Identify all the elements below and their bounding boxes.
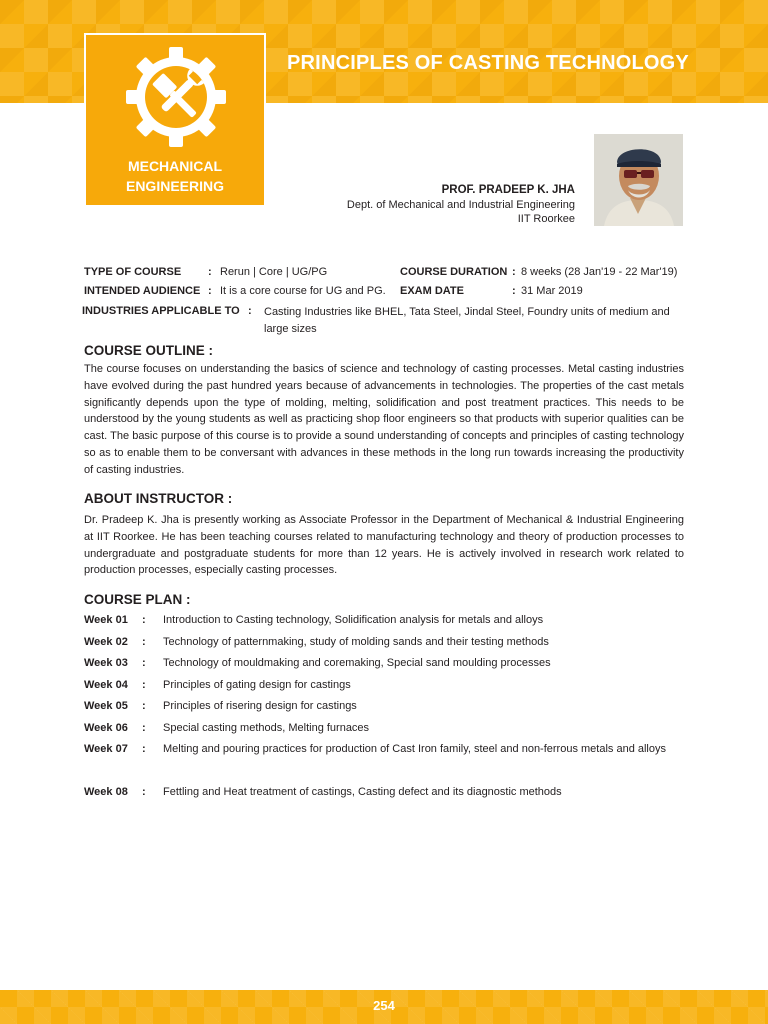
exam-date-value: 31 Mar 2019: [521, 285, 583, 297]
department-line-2: ENGINEERING: [125, 178, 224, 194]
intended-audience-row: INTENDED AUDIENCE : It is a core course for UG and PG.: [84, 285, 386, 297]
week-label: Week 03: [84, 657, 128, 669]
course-type-label: TYPE OF COURSE: [84, 266, 182, 278]
industries-value: Casting Industries like BHEL, Tata Steel, Jindal Steel, Foundry units of medium and large sizes: [264, 306, 670, 335]
course-type-row: TYPE OF COURSE : Rerun | Core | UG/PG: [84, 266, 328, 278]
department-badge: [84, 33, 266, 207]
week-label: Week 07: [84, 743, 128, 755]
week-label: Week 02: [84, 636, 128, 648]
week-label: Week 05: [84, 700, 128, 712]
week-topic: Technology of patternmaking, study of molding sands and their testing methods: [163, 636, 549, 648]
week-topic: Fettling and Heat treatment of castings, Casting defect and its diagnostic methods: [163, 786, 562, 798]
instructor-department: Dept. of Mechanical and Industrial Engineering: [346, 199, 575, 211]
week-topic: Principles of gating design for castings: [163, 679, 351, 691]
week-label: Week 08: [84, 786, 128, 798]
industries-row: INDUSTRIES APPLICABLE TO : Casting Industries like BHEL, Tata Steel, Jindal Steel, Foundry units of medium and large sizes: [82, 304, 686, 338]
course-title: PRINCIPLES OF CASTING TECHNOLOGY: [287, 52, 689, 74]
course-duration-row: COURSE DURATION : 8 weeks (28 Jan'19 - 22 Mar'19): [400, 266, 678, 278]
instructor-photo: [594, 134, 683, 226]
industries-label: INDUSTRIES APPLICABLE TO: [82, 305, 240, 317]
intended-audience-value: It is a core course for UG and PG.: [220, 285, 386, 297]
page-number: 254: [373, 998, 395, 1013]
instructor-name: PROF. PRADEEP K. JHA: [441, 184, 575, 196]
week-topic: Technology of mouldmaking and coremaking, Special sand moulding processes: [163, 657, 551, 669]
week-label: Week 01: [84, 614, 128, 626]
week-topic: Special casting methods, Melting furnaces: [163, 722, 370, 734]
instructor-institute: IIT Roorkee: [517, 213, 575, 225]
exam-date-row: EXAM DATE : 31 Mar 2019: [400, 285, 583, 297]
week-label: Week 04: [84, 679, 128, 691]
department-line-1: MECHANICAL: [127, 158, 223, 174]
intended-audience-label: INTENDED AUDIENCE: [84, 285, 201, 297]
department-name: [86, 156, 264, 196]
instructor-block: [347, 183, 575, 226]
week-topic: Principles of risering design for castings: [163, 700, 357, 712]
course-outline-heading: COURSE OUTLINE :: [84, 343, 214, 358]
week-label: Week 06: [84, 722, 128, 734]
course-duration-value: 8 weeks (28 Jan'19 - 22 Mar'19): [521, 266, 678, 278]
course-type-value: Rerun | Core | UG/PG: [220, 266, 328, 278]
week-topic: Introduction to Casting technology, Solidification analysis for metals and alloys: [163, 614, 544, 626]
about-instructor-heading: ABOUT INSTRUCTOR :: [84, 491, 233, 506]
course-plan-heading: COURSE PLAN :: [84, 592, 191, 607]
gear-wrench-icon: [124, 45, 228, 149]
course-duration-label: COURSE DURATION: [400, 266, 508, 278]
about-instructor-text: Dr. Pradeep K. Jha is presently working as Associate Professor in the Department of Mechanical & Industrial Engineering at IIT Roorkee. He has been teaching courses related to manufacturing technology and theory of production processes to undergraduate and postgraduate students for more than 12 years. He is actively involved in research work related to production processes, especially casting processes.: [84, 514, 684, 577]
week-topic: Melting and pouring practices for production of Cast Iron family, steel and non-ferrous metals and alloys: [163, 743, 666, 755]
exam-date-label: EXAM DATE: [400, 285, 464, 297]
course-outline-text: The course focuses on understanding the basics of science and technology of casting processes. Metal casting industries have evolved during the past hundred years because of advancements in technologies. The properties of the cast metals significantly depends upon the type of molding, melting, solidification and post treatment practices. This needs to be understood by the young students as well as practicing shop floor engineers so that products with superior qualities can be cast. The basic purpose of this course is to provide a sound understanding of concepts and principles of casting technology so as to enable them to be conversant with advances in these methods in the long run towards increasing the productivity of casting industries.: [84, 363, 684, 476]
